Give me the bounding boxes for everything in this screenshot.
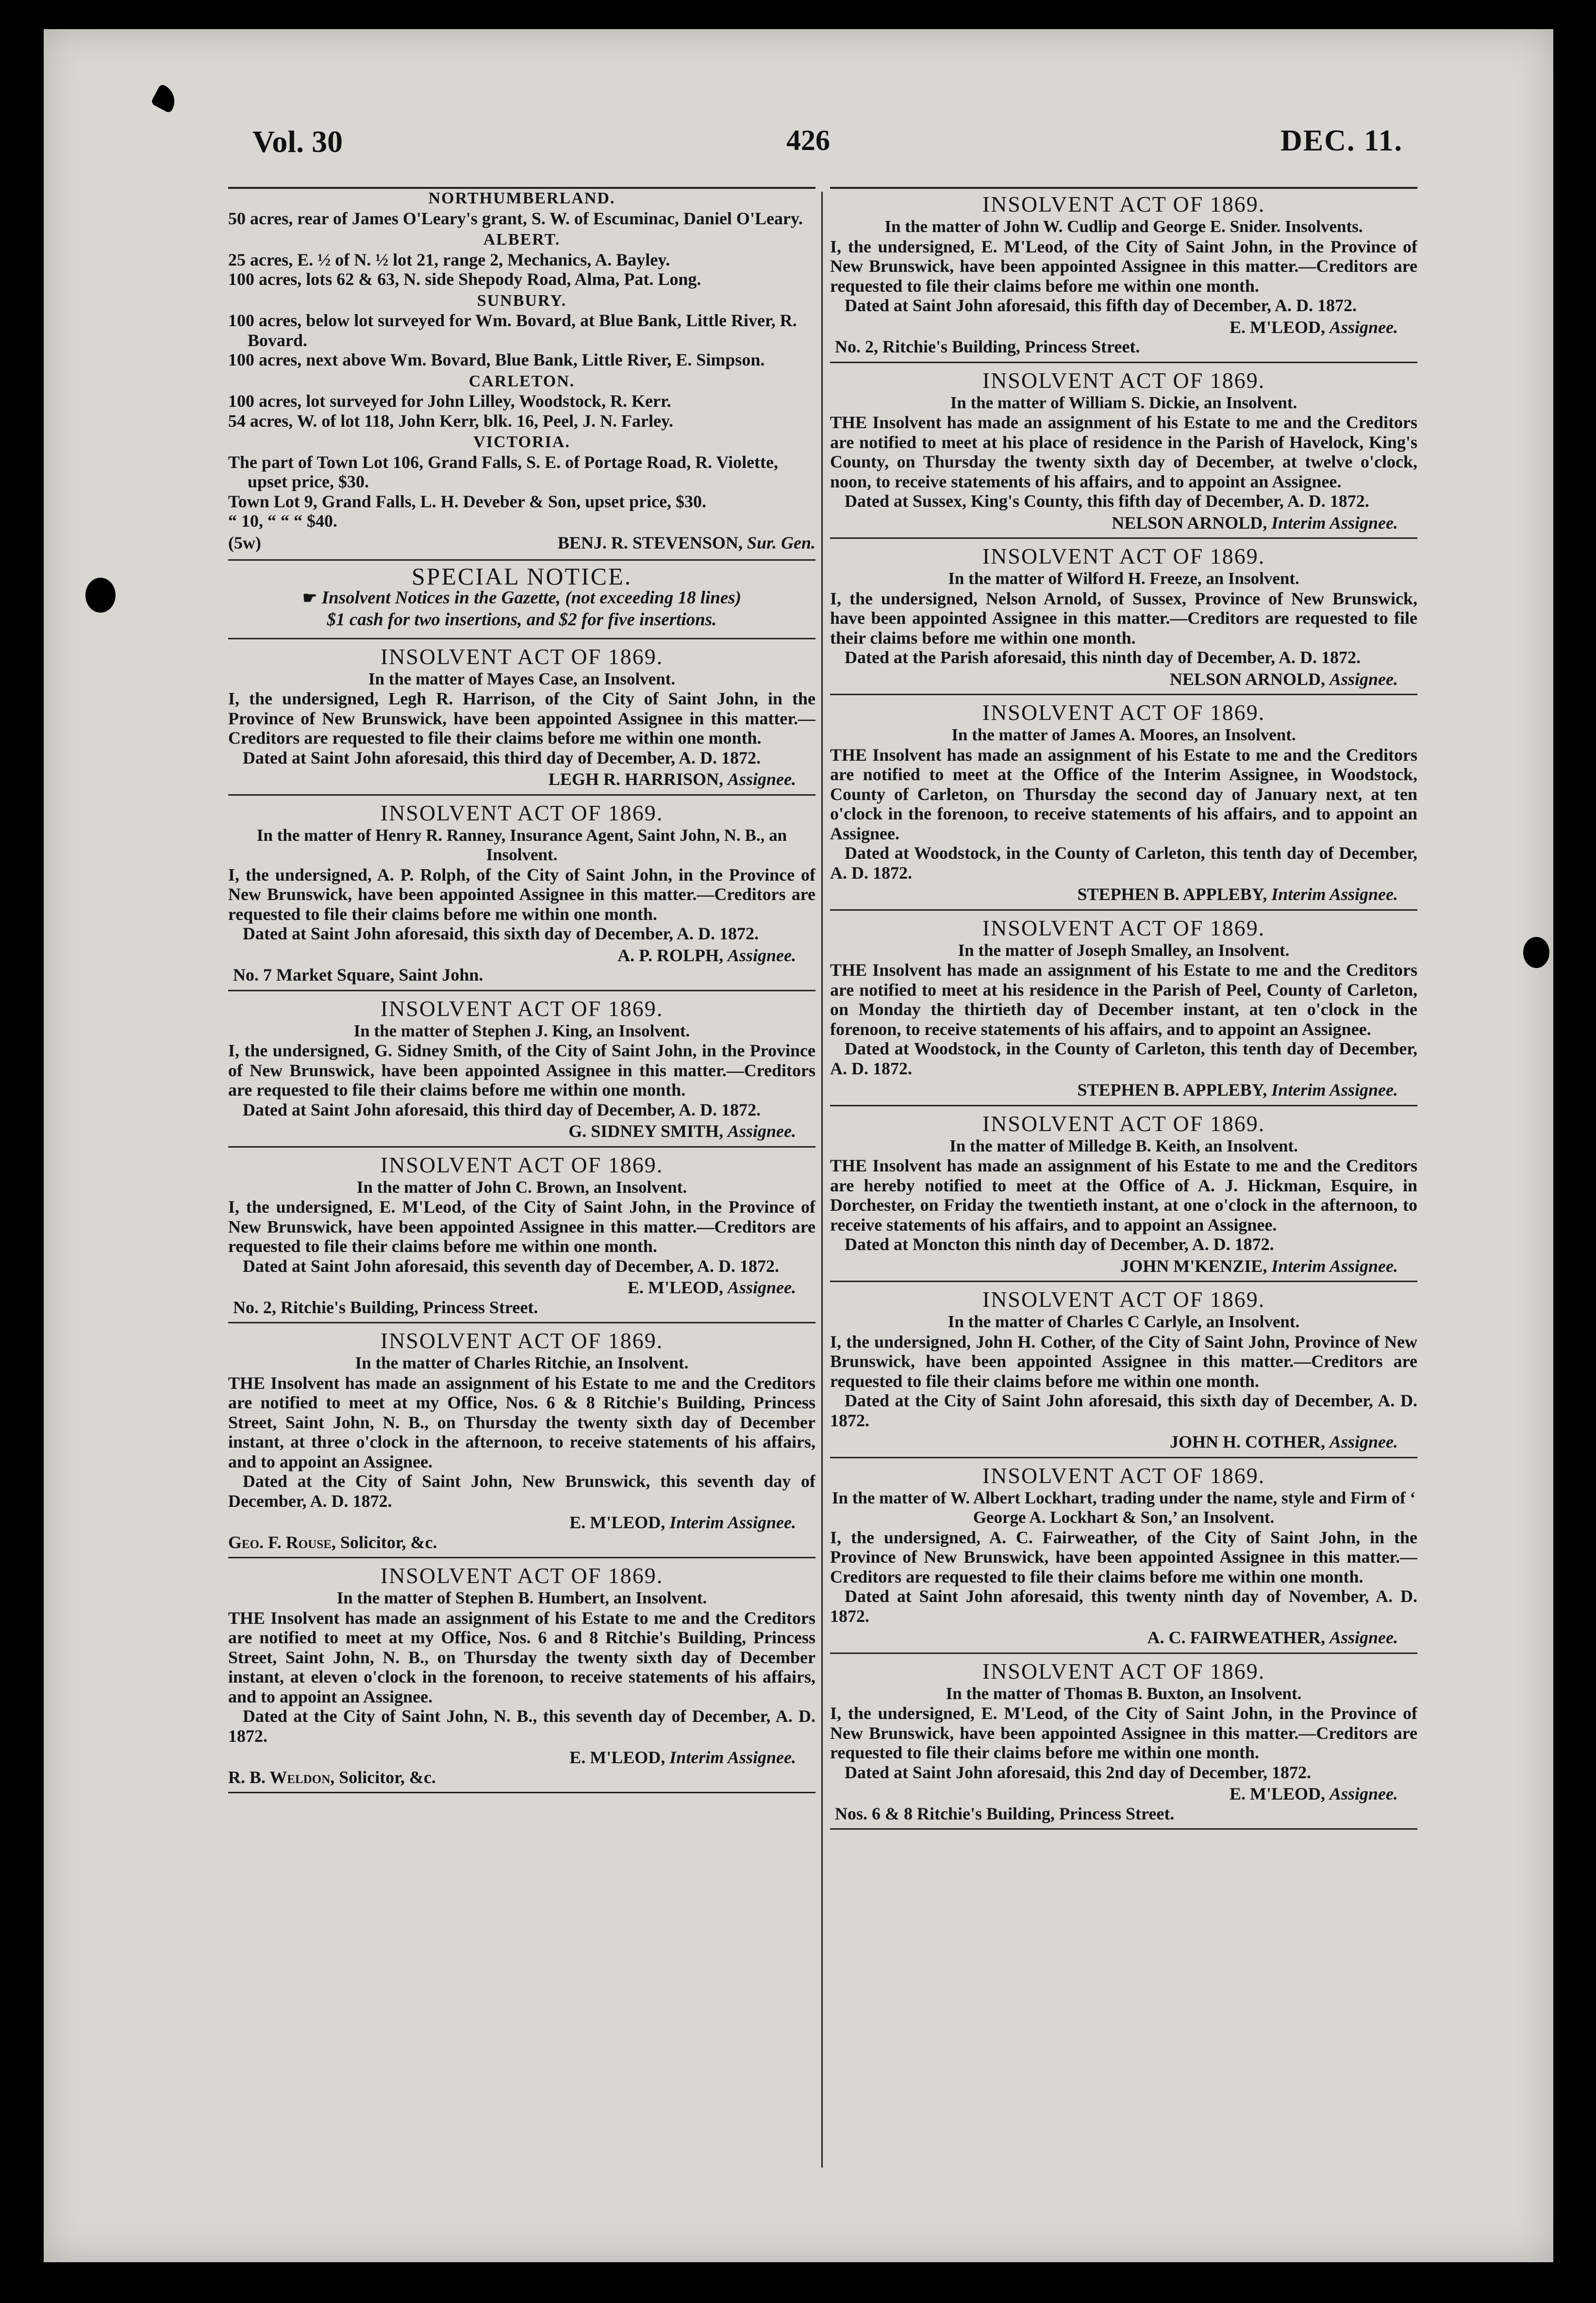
land-sales-sections [228, 189, 815, 531]
issue-date: DEC. 11. [1280, 124, 1403, 157]
signer-role: Assignee. [727, 769, 796, 789]
notice-matter: In the matter of Charles Ritchie, an Insolvent. [355, 1353, 689, 1372]
notice-body: THE Insolvent has made an assignment of his Estate to me and the Creditors are notified to meet at the Office of the Interim Assignee, in Woodstock, County of Carleton, on Thursday the second day of January next, at ten o'clock in the forenoon, to receive statements of his affairs, and to appoint an Assignee. [830, 745, 1417, 843]
notice-dated: Dated at Moncton this ninth day of December, A. D. 1872. [845, 1235, 1274, 1254]
notice-dated: Dated at Saint John aforesaid, this seventh day of December, A. D. 1872. [243, 1256, 780, 1276]
notice-dated: Dated at the Parish aforesaid, this ninth day of December, A. D. 1872. [845, 648, 1361, 667]
column-divider [821, 192, 823, 2168]
notice-title: INSOLVENT ACT OF 1869. [380, 1328, 664, 1353]
signer-role: Interim Assignee. [1271, 884, 1398, 904]
notice-dated: Dated at the City of Saint John aforesaid, this sixth day of December, A. D. 1872. [830, 1391, 1417, 1430]
signer-role: Interim Assignee. [1271, 1256, 1398, 1276]
land-lot-entry: “ 10, “ “ “ $40. [228, 511, 337, 531]
notice-body: I, the undersigned, G. Sidney Smith, of the City of Saint John, in the Province of New Brunswick, have been appointed Assignee in this matter.—Creditors are requested to file their claims before me within one month. [228, 1041, 815, 1100]
land-lot-entry: 25 acres, E. ½ of N. ½ lot 21, range 2, Mechanics, A. Bayley. [228, 250, 670, 269]
notice-address: No. 2, Ritchie's Building, Princess Street. [233, 1297, 538, 1317]
land-lot-entry: 100 acres, next above Wm. Bovard, Blue Bank, Little River, E. Simpson. [228, 350, 765, 369]
notice-signature [228, 1278, 815, 1298]
signer-role: Assignee. [1329, 669, 1398, 689]
notice-title: INSOLVENT ACT OF 1869. [982, 1287, 1265, 1312]
notice-matter: In the matter of James A. Moores, an Insolvent. [951, 725, 1296, 744]
notice-signature [228, 1121, 815, 1141]
land-lot-entry: 100 acres, below lot surveyed for Wm. Bovard, at Blue Bank, Little River, R. Bovard. [228, 311, 797, 350]
notice-signature [830, 1628, 1417, 1648]
notice-matter: In the matter of Thomas B. Buxton, an Insolvent. [946, 1684, 1302, 1703]
notice-matter: In the matter of William S. Dickie, an Insolvent. [950, 393, 1297, 412]
notice-solicitor [228, 1533, 815, 1552]
punch-hole [1523, 937, 1549, 968]
notice-title: INSOLVENT ACT OF 1869. [982, 700, 1265, 725]
notice-title: INSOLVENT ACT OF 1869. [982, 367, 1265, 393]
insolvency-notice [830, 1458, 1417, 1654]
county-heading: CARLETON. [468, 372, 575, 390]
notice-body: I, the undersigned, E. M'Leod, of the City of Saint John, in the Province of New Brunswick, have been appointed Assignee in this matter.—Creditors are requested to file their claims before me within one month. [830, 236, 1417, 296]
notice-signature [830, 1256, 1417, 1276]
notice-dated: Dated at Woodstock, in the County of Carleton, this tenth day of December, A. D. 1872. [830, 1039, 1417, 1078]
notice-body: I, the undersigned, A. P. Rolph, of the City of Saint John, in the Province of New Brunswick, have been appointed Assignee in this matter.—Creditors are requested to file their claims before me within one month. [228, 865, 815, 924]
notice-title: INSOLVENT ACT OF 1869. [380, 1563, 664, 1588]
signer-role: Interim Assignee. [1271, 513, 1398, 533]
pointing-hand-icon: ☛ [302, 589, 317, 607]
notice-dated: Dated at Saint John aforesaid, this third day of December, A. D. 1872. [243, 1100, 761, 1119]
notice-signature [830, 513, 1417, 533]
land-sales-signer: BENJ. R. STEVENSON, Sur. Gen. [557, 533, 815, 552]
notice-signature [830, 669, 1417, 689]
notice-title: INSOLVENT ACT OF 1869. [982, 192, 1265, 217]
notice-dated: Dated at Saint John aforesaid, this twenty ninth day of November, A. D. 1872. [830, 1586, 1417, 1626]
notice-signature [830, 884, 1417, 904]
punch-hole [85, 578, 116, 613]
signer-name: LEGH R. HARRISON, [548, 769, 723, 789]
notice-signature [830, 1080, 1417, 1100]
notice-address: Nos. 6 & 8 Ritchie's Building, Princess Street. [835, 1803, 1175, 1823]
signer-role: Assignee. [1329, 317, 1398, 337]
special-notice [228, 561, 815, 639]
land-lot-entry: 100 acres, lot surveyed for John Lilley, Woodstock, R. Kerr. [228, 391, 671, 411]
insolvency-notice [830, 1106, 1417, 1283]
notice-matter: In the matter of John W. Cudlip and George E. Snider. Insolvents. [884, 217, 1363, 236]
notice-address: No. 2, Ritchie's Building, Princess Street. [835, 337, 1140, 356]
notice-signature [830, 1432, 1417, 1452]
notice-body: THE Insolvent has made an assignment of his Estate to me and the Creditors are notified to meet at his residence in the Parish of Peel, County of Carleton, on Monday the thirtieth day of December instant, at ten o'clock in the forenoon, to receive statements of his affairs, and to appoint an Assignee. [830, 960, 1417, 1039]
notice-signature [830, 1784, 1417, 1804]
signer-name: JOHN H. COTHER, [1169, 1432, 1325, 1452]
signer-name: NELSON ARNOLD, [1169, 669, 1325, 689]
notice-solicitor [228, 1768, 815, 1787]
notice-matter: In the matter of Joseph Smalley, an Insolvent. [958, 940, 1290, 960]
signer-name: STEPHEN B. APPLEBY, [1077, 1080, 1267, 1100]
notice-body: I, the undersigned, Nelson Arnold, of Sussex, Province of New Brunswick, have been appointed Assignee in this matter.—Creditors are requested to file their claims before me within one month. [830, 588, 1417, 648]
notice-body: I, the undersigned, A. C. Fairweather, of the City of Saint John, in the Province of New Brunswick, have been appointed Assignee in this matter.—Creditors are requested to file their claims before me within one month. [830, 1527, 1417, 1586]
signer-name: E. M'LEOD, [1229, 317, 1325, 337]
notice-title: INSOLVENT ACT OF 1869. [380, 996, 664, 1021]
notice-body: THE Insolvent has made an assignment of his Estate to me and the Creditors are notified to meet at my Office, Nos. 6 & 8 Ritchie's Building, Princess Street, Saint John, N. B., on Thursday the twenty sixth day of December instant, at three o'clock in the afternoon, to receive statements of his affairs, and to appoint an Assignee. [228, 1373, 815, 1471]
notice-dated: Dated at the City of Saint John, N. B., this seventh day of December, A. D. 1872. [228, 1706, 815, 1746]
insolvency-notice [830, 911, 1417, 1106]
notice-title: INSOLVENT ACT OF 1869. [982, 1658, 1265, 1684]
signer-name: G. SIDNEY SMITH, [568, 1121, 723, 1141]
signer-role: Interim Assignee. [669, 1748, 796, 1767]
notice-matter: In the matter of Stephen J. King, an Insolvent. [353, 1021, 690, 1040]
notice-matter: In the matter of W. Albert Lockhart, trading under the name, style and Firm of ‘ George A. Lockhart & Son,’ an Insolvent. [831, 1488, 1416, 1527]
notice-matter: In the matter of Henry R. Ranney, Insurance Agent, Saint John, N. B., an Insolvent. [256, 825, 787, 864]
signer-role: Assignee. [727, 945, 796, 965]
signer-role: Assignee. [1329, 1784, 1398, 1803]
land-lot-entry: 54 acres, W. of lot 118, John Kerr, blk. 16, Peel, J. N. Farley. [228, 411, 673, 431]
insolvency-notice [830, 695, 1417, 911]
notice-body: THE Insolvent has made an assignment of his Estate to me and the Creditors are hereby notified to meet at the Office of A. J. Hickman, Esquire, in Dorchester, on Friday the twentieth instant, at one o'clock in the afternoon, to receive statements of his affairs, and to appoint an Assignee. [830, 1156, 1417, 1235]
signer-role: Assignee. [727, 1121, 796, 1141]
notice-matter: In the matter of John C. Brown, an Insolvent. [356, 1177, 687, 1197]
notice-signature [830, 317, 1417, 337]
insertion-code: (5w) [228, 533, 261, 552]
signer-role: Assignee. [1329, 1432, 1398, 1452]
solicitor-name: R. B. Weldon [228, 1767, 331, 1787]
notice-title: INSOLVENT ACT OF 1869. [982, 1463, 1265, 1488]
solicitor-name: Geo. F. Rouse [228, 1532, 332, 1552]
land-lot-entry: 50 acres, rear of James O'Leary's grant, S. W. of Escuminac, Daniel O'Leary. [228, 208, 803, 228]
insolvency-notice [830, 539, 1417, 695]
solicitor-suffix: , Solicitor, &c. [331, 1532, 437, 1552]
volume-label: Vol. 30 [252, 124, 343, 159]
signer-name: NELSON ARNOLD, [1112, 513, 1267, 533]
notice-title: INSOLVENT ACT OF 1869. [380, 644, 664, 669]
page-header [252, 124, 1403, 177]
notice-title: INSOLVENT ACT OF 1869. [380, 800, 664, 825]
signer-role: Interim Assignee. [669, 1513, 796, 1532]
special-notice-line-2: $1 cash for two insertions, and $2 for five insertions. [327, 610, 717, 630]
notice-title: INSOLVENT ACT OF 1869. [380, 1152, 664, 1177]
signer-name: E. M'LEOD, [627, 1278, 723, 1297]
insolvency-notice [228, 1558, 815, 1793]
notice-title: INSOLVENT ACT OF 1869. [982, 915, 1265, 940]
insolvency-notice [228, 1148, 815, 1324]
special-notice-line-1: ☛ Insolvent Notices in the Gazette, (not exceeding 18 lines) [302, 587, 742, 608]
notice-title: INSOLVENT ACT OF 1869. [982, 544, 1265, 568]
land-sales-list [228, 189, 815, 561]
left-notices [228, 639, 815, 1794]
notice-dated: Dated at Saint John aforesaid, this 2nd day of December, 1872. [845, 1762, 1312, 1782]
notice-dated: Dated at Sussex, King's County, this fifth day of December, A. D. 1872. [845, 491, 1369, 511]
county-heading: SUNBURY. [477, 291, 567, 310]
left-column [228, 187, 815, 2187]
insolvency-notice [830, 187, 1417, 363]
notice-body: I, the undersigned, E. M'Leod, of the City of Saint John, in the Province of New Brunswick, have been appointed Assignee in this matter.—Creditors are requested to file their claims before me within one month. [830, 1703, 1417, 1762]
signer-name: E. M'LEOD, [569, 1748, 665, 1767]
right-column [830, 187, 1417, 2187]
county-heading: NORTHUMBERLAND. [428, 189, 615, 207]
insolvency-notice [228, 639, 815, 796]
solicitor-suffix: , Solicitor, &c. [330, 1767, 436, 1787]
notice-matter: In the matter of Charles C Carlyle, an Insolvent. [948, 1312, 1300, 1331]
page-number: 426 [786, 124, 830, 156]
insolvency-notice [830, 1654, 1417, 1830]
signer-name: E. M'LEOD, [569, 1513, 665, 1532]
right-notices [830, 187, 1417, 1830]
notice-body: THE Insolvent has made an assignment of his Estate to me and the Creditors are notified to meet at his place of residence in the Parish of Havelock, King's County, on Thursday the twenty sixth day of December, at twelve o'clock, noon, to receive statements of his affairs, and to appoint an Assignee. [830, 413, 1417, 491]
notice-signature [228, 1513, 815, 1533]
insolvency-notice [830, 1282, 1417, 1458]
notice-dated: Dated at Saint John aforesaid, this sixth day of December, A. D. 1872. [243, 924, 759, 943]
signer-role: Interim Assignee. [1271, 1080, 1398, 1100]
notice-matter: In the matter of Milledge B. Keith, an Insolvent. [949, 1136, 1298, 1155]
notice-matter: In the matter of Wilford H. Freeze, an Insolvent. [948, 569, 1299, 588]
notice-matter: In the matter of Stephen B. Humbert, an Insolvent. [336, 1588, 707, 1607]
signer-name: STEPHEN B. APPLEBY, [1077, 884, 1267, 904]
land-sales-closing [228, 533, 815, 553]
notice-body: I, the undersigned, John H. Cother, of the City of Saint John, Province of New Brunswick, have been appointed Assignee in this matter.—Creditors are requested to file their claims before me within one month. [830, 1332, 1417, 1391]
notice-title: INSOLVENT ACT OF 1869. [982, 1111, 1265, 1136]
land-lot-entry: Town Lot 9, Grand Falls, L. H. Deveber & Son, upset price, $30. [228, 491, 707, 511]
land-lot-entry: 100 acres, lots 62 & 63, N. side Shepody Road, Alma, Pat. Long. [228, 269, 701, 289]
special-notice-title: SPECIAL NOTICE. [411, 563, 632, 590]
insolvency-notice [830, 363, 1417, 539]
signer-name: JOHN M'KENZIE, [1120, 1256, 1267, 1276]
insolvency-notice [228, 991, 815, 1148]
notice-signature [228, 946, 815, 966]
notice-address: No. 7 Market Square, Saint John. [233, 965, 483, 985]
notice-matter: In the matter of Mayes Case, an Insolvent. [368, 669, 676, 688]
insolvency-notice [228, 796, 815, 991]
notice-signature [228, 769, 815, 789]
notice-dated: Dated at Saint John aforesaid, this third day of December, A. D. 1872. [243, 748, 761, 768]
signer-role: Assignee. [727, 1278, 796, 1297]
insolvency-notice [228, 1323, 815, 1558]
notice-body: THE Insolvent has made an assignment of his Estate to me and the Creditors are notified to meet at my Office, Nos. 6 and 8 Ritchie's Building, Princess Street, Saint John, N. B., on Thursday the twenty sixth day of December instant, at eleven o'clock in the forenoon, to receive statements of his affairs, and to appoint an Assignee. [228, 1608, 815, 1706]
signer-name: E. M'LEOD, [1229, 1784, 1325, 1803]
signer-role: Assignee. [1329, 1628, 1398, 1647]
notice-dated: Dated at Saint John aforesaid, this fifth day of December, A. D. 1872. [845, 296, 1357, 315]
signer-name: A. P. ROLPH, [617, 945, 723, 965]
notice-body: I, the undersigned, Legh R. Harrison, of the City of Saint John, in the Province of New Brunswick, have been appointed Assignee in this matter.—Creditors are requested to file their claims before me within one month. [228, 689, 815, 748]
notice-signature [228, 1748, 815, 1768]
land-lot-entry: The part of Town Lot 106, Grand Falls, S. E. of Portage Road, R. Violette, upset price, $30. [228, 452, 779, 491]
county-heading: ALBERT. [483, 231, 561, 249]
notice-dated: Dated at Woodstock, in the County of Carleton, this tenth day of December, A. D. 1872. [830, 843, 1417, 883]
county-heading: VICTORIA. [473, 433, 570, 451]
notice-body: I, the undersigned, E. M'Leod, of the City of Saint John, in the Province of New Brunswick, have been appointed Assignee in this matter.—Creditors are requested to file their claims before me within one month. [228, 1197, 815, 1256]
signer-name: A. C. FAIRWEATHER, [1147, 1628, 1325, 1647]
notice-dated: Dated at the City of Saint John, New Brunswick, this seventh day of December, A. D. 1872. [228, 1471, 815, 1511]
